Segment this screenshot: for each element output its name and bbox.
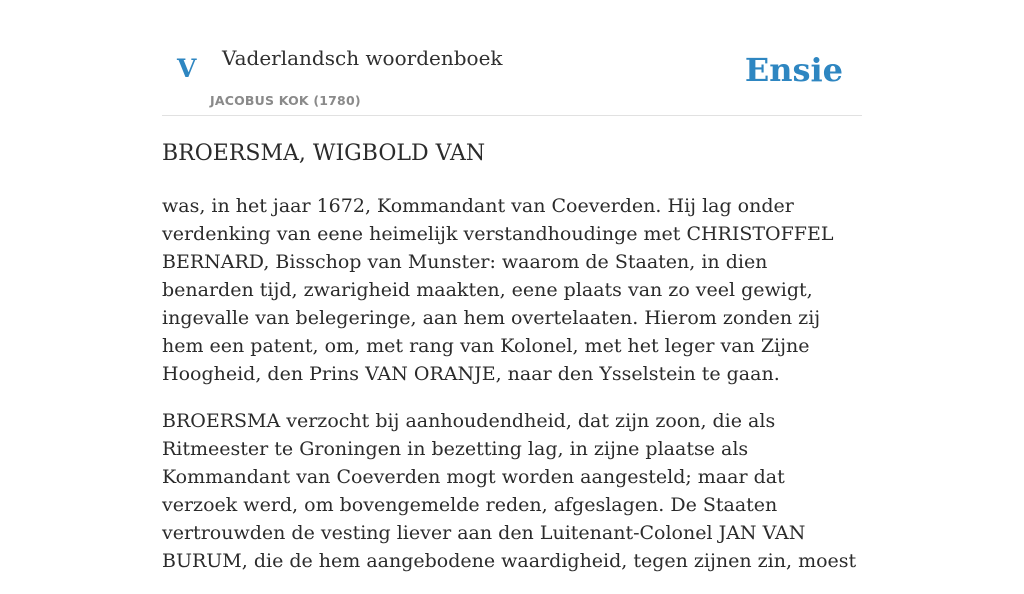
letter-index-icon[interactable]: V (177, 54, 197, 83)
dictionary-author: JACOBUS KOK (1780) (210, 93, 361, 108)
entry-body (162, 192, 862, 594)
article-page (162, 0, 862, 572)
brand-logo[interactable]: Ensie (744, 51, 843, 89)
entry-paragraph: BROERSMA verzocht bij aanhoudendheid, dat zijn zoon, die als Ritmeester te Groningen in bezetting lag, in zijne plaatse als Kommandant van Coeverden mogt worden aangesteld; maar dat verzoek werd, om bovengemelde reden, afgeslagen. De Staaten vertrouwden de vesting liever aan den Luitenant-Colonel JAN VAN BURUM, die de hem aangebodene waardigheid, tegen zijnen zin, moest (162, 410, 857, 572)
entry-title: BROERSMA, WIGBOLD VAN (162, 141, 486, 166)
entry-paragraph: was, in het jaar 1672, Kommandant van Coeverden. Hij lag onder verdenking van eene heimelijk verstandhoudinge met CHRISTOFFEL BERNARD, Bisschop van Munster: waarom de Staaten, in dien benarden tijd, zwarigheid maakten, eene plaats van zo veel gewigt, ingevalle van belegeringe, aan hem overtelaaten. Hierom zonden zij hem een patent, om, met rang van Kolonel, met het leger van Zijne Hoogheid, den Prins VAN ORANJE, naar den Ysselstein te gaan. (162, 195, 834, 385)
dictionary-title[interactable]: Vaderlandsch woordenboek (222, 46, 503, 70)
dictionary-header (162, 0, 862, 116)
